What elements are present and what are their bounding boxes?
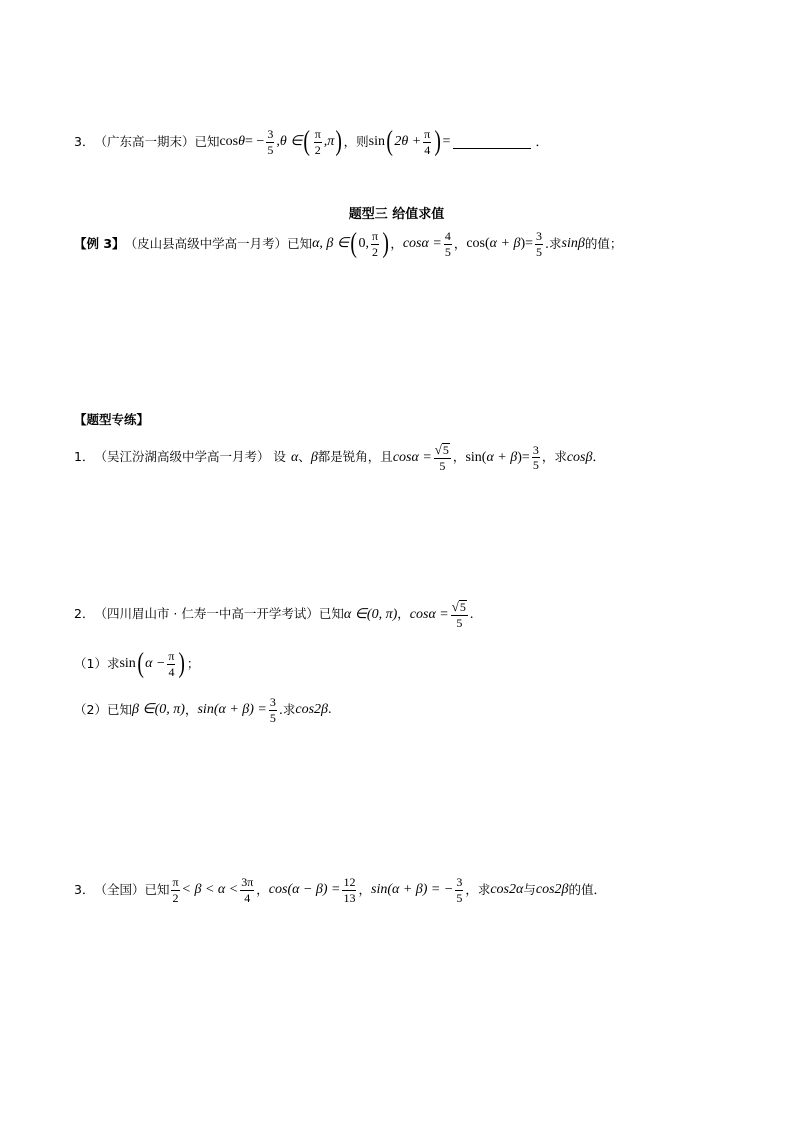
right-paren: ) <box>335 126 343 158</box>
ask-text: .求 <box>278 701 296 717</box>
equals: = <box>442 134 451 150</box>
then-text: ，则 <box>343 133 369 149</box>
fraction: $\frac{\pi}{4}$ <box>424 127 431 157</box>
comma: ， <box>256 881 269 897</box>
theta-in: ,θ ∈ <box>276 134 303 150</box>
interval: (0, π) <box>366 606 398 622</box>
comma: ， <box>452 449 466 465</box>
comma: ， <box>397 606 410 622</box>
comma: ， <box>358 881 371 897</box>
fraction: √ 5 5 <box>451 599 466 630</box>
cos-alpha: cosα = <box>402 236 442 252</box>
alpha-var: α <box>290 449 299 465</box>
practice-3 <box>74 876 606 904</box>
fraction: $\frac{12}{13}$ <box>343 875 356 905</box>
condition-text: 都是锐角，且 <box>317 449 393 465</box>
sin-fn: sin <box>465 449 482 465</box>
cos-2beta: cos2β <box>535 882 569 898</box>
ask-text: ，求 <box>465 881 491 897</box>
inequality: < β < α < <box>181 882 239 898</box>
left-paren: ( <box>386 126 393 158</box>
fraction: $\frac{3}{5}$ <box>269 695 276 725</box>
fraction: $\frac{\pi}{2}$ <box>371 229 378 259</box>
ask-text: .求 <box>545 235 562 251</box>
alpha-plus-beta: α + β <box>489 236 521 252</box>
section-title: 题型三 给值求值 <box>348 207 445 222</box>
sin-fn: sin <box>119 656 136 672</box>
period: ． <box>592 449 605 465</box>
left-paren: ( <box>303 126 311 158</box>
fraction: $\frac{\pi}{2}$ <box>314 127 321 157</box>
paren-close: ) <box>517 449 522 465</box>
beta-var: β <box>310 449 318 465</box>
sin-expression: sin(α + β) = <box>197 702 267 718</box>
example-label: 【例 3】 <box>74 235 125 251</box>
question-number: 3． <box>74 133 95 149</box>
interval-end: ,π <box>323 134 335 150</box>
comma: ， <box>453 235 467 251</box>
separator: 、 <box>298 449 311 465</box>
paren-close: ) <box>520 236 526 252</box>
fraction: $\frac{3}{5}$ <box>456 875 463 905</box>
question-source: （吴江汾湖高级中学高一月考） 设 <box>94 449 286 465</box>
practice-1 <box>74 443 605 472</box>
expression: 2θ + <box>394 134 422 150</box>
period: ． <box>535 133 548 149</box>
fraction: $\frac{3}{5}$ <box>267 127 274 157</box>
semicolon: ； <box>186 655 200 671</box>
zero: 0, <box>358 236 369 252</box>
practice-2-part-2 <box>74 696 332 724</box>
sin-expression: sin(α + β) = − <box>371 882 454 898</box>
practice-2 <box>74 600 473 629</box>
equals: = <box>521 449 530 465</box>
fraction: $\frac{4}{5}$ <box>444 229 451 259</box>
equals: = <box>525 236 534 252</box>
part-label: （1）求 <box>74 655 120 671</box>
question-3-top <box>74 128 548 156</box>
question-number: 2． <box>74 606 95 622</box>
fraction: √ 5 5 <box>434 442 449 473</box>
paren-open: ( <box>485 236 490 252</box>
beta-in: β ∈ <box>131 702 155 718</box>
sin-fn: sin <box>368 134 385 150</box>
cos-alpha: cosα = <box>409 606 449 622</box>
equals-minus: = − <box>245 134 265 150</box>
example-3 <box>74 230 622 258</box>
interval: (0, π) <box>154 702 185 718</box>
fraction: $\frac{3}{5}$ <box>536 229 543 259</box>
and-text: 与 <box>523 881 536 897</box>
fraction: $\frac{\pi}{2}$ <box>172 875 179 905</box>
practice-2-part-1 <box>74 650 199 678</box>
cos-beta: cosβ <box>566 449 593 465</box>
right-paren: ) <box>434 126 442 158</box>
cos-2alpha: cos2α <box>490 882 524 898</box>
paren-open: ( <box>481 449 487 465</box>
cos-expression: cos(α − β) = <box>268 882 341 898</box>
fraction: $\frac{\pi}{4}$ <box>168 649 175 679</box>
ask-text-end: 的值； <box>584 235 623 251</box>
alpha-in: α ∈ <box>343 606 367 622</box>
cos-alpha: cosα = <box>392 449 432 465</box>
ask-text: ，求 <box>541 449 567 465</box>
cos-fn: cos <box>466 236 485 252</box>
theta-var: θ <box>238 134 246 150</box>
period: . <box>328 702 332 718</box>
answer-blank[interactable] <box>453 136 531 149</box>
fraction: $\frac{3}{5}$ <box>532 442 539 473</box>
question-source: （广东高一期末）已知 <box>94 133 220 149</box>
comma: ， <box>390 235 403 251</box>
question-source: （全国）已知 <box>94 881 170 897</box>
cos-2beta: cos2β <box>295 702 328 718</box>
question-number: 3． <box>74 881 95 897</box>
alpha-beta-in: α, β ∈ <box>312 236 350 252</box>
example-source: （皮山县高级中学高一月考）已知 <box>124 235 313 251</box>
fraction: $\frac{3\pi}{4}$ <box>241 875 254 905</box>
left-paren: ( <box>137 648 144 680</box>
alpha-plus-beta: α + β <box>486 449 518 465</box>
right-paren: ) <box>178 648 186 680</box>
expression: α − <box>145 656 166 672</box>
question-source: （四川眉山市 · 仁寿一中高一开学考试）已知 <box>94 606 344 622</box>
right-paren: ) <box>382 228 389 260</box>
practice-header: 【题型专练】 <box>74 412 150 427</box>
sin-beta: sinβ <box>561 236 585 252</box>
part-label: （2）已知 <box>74 701 132 717</box>
period: . <box>469 606 474 622</box>
comma: ， <box>184 701 198 717</box>
question-number: 1． <box>74 449 95 465</box>
cos-fn: cos <box>219 134 239 150</box>
left-paren: ( <box>350 228 358 260</box>
ask-text-end: 的值． <box>568 881 607 897</box>
